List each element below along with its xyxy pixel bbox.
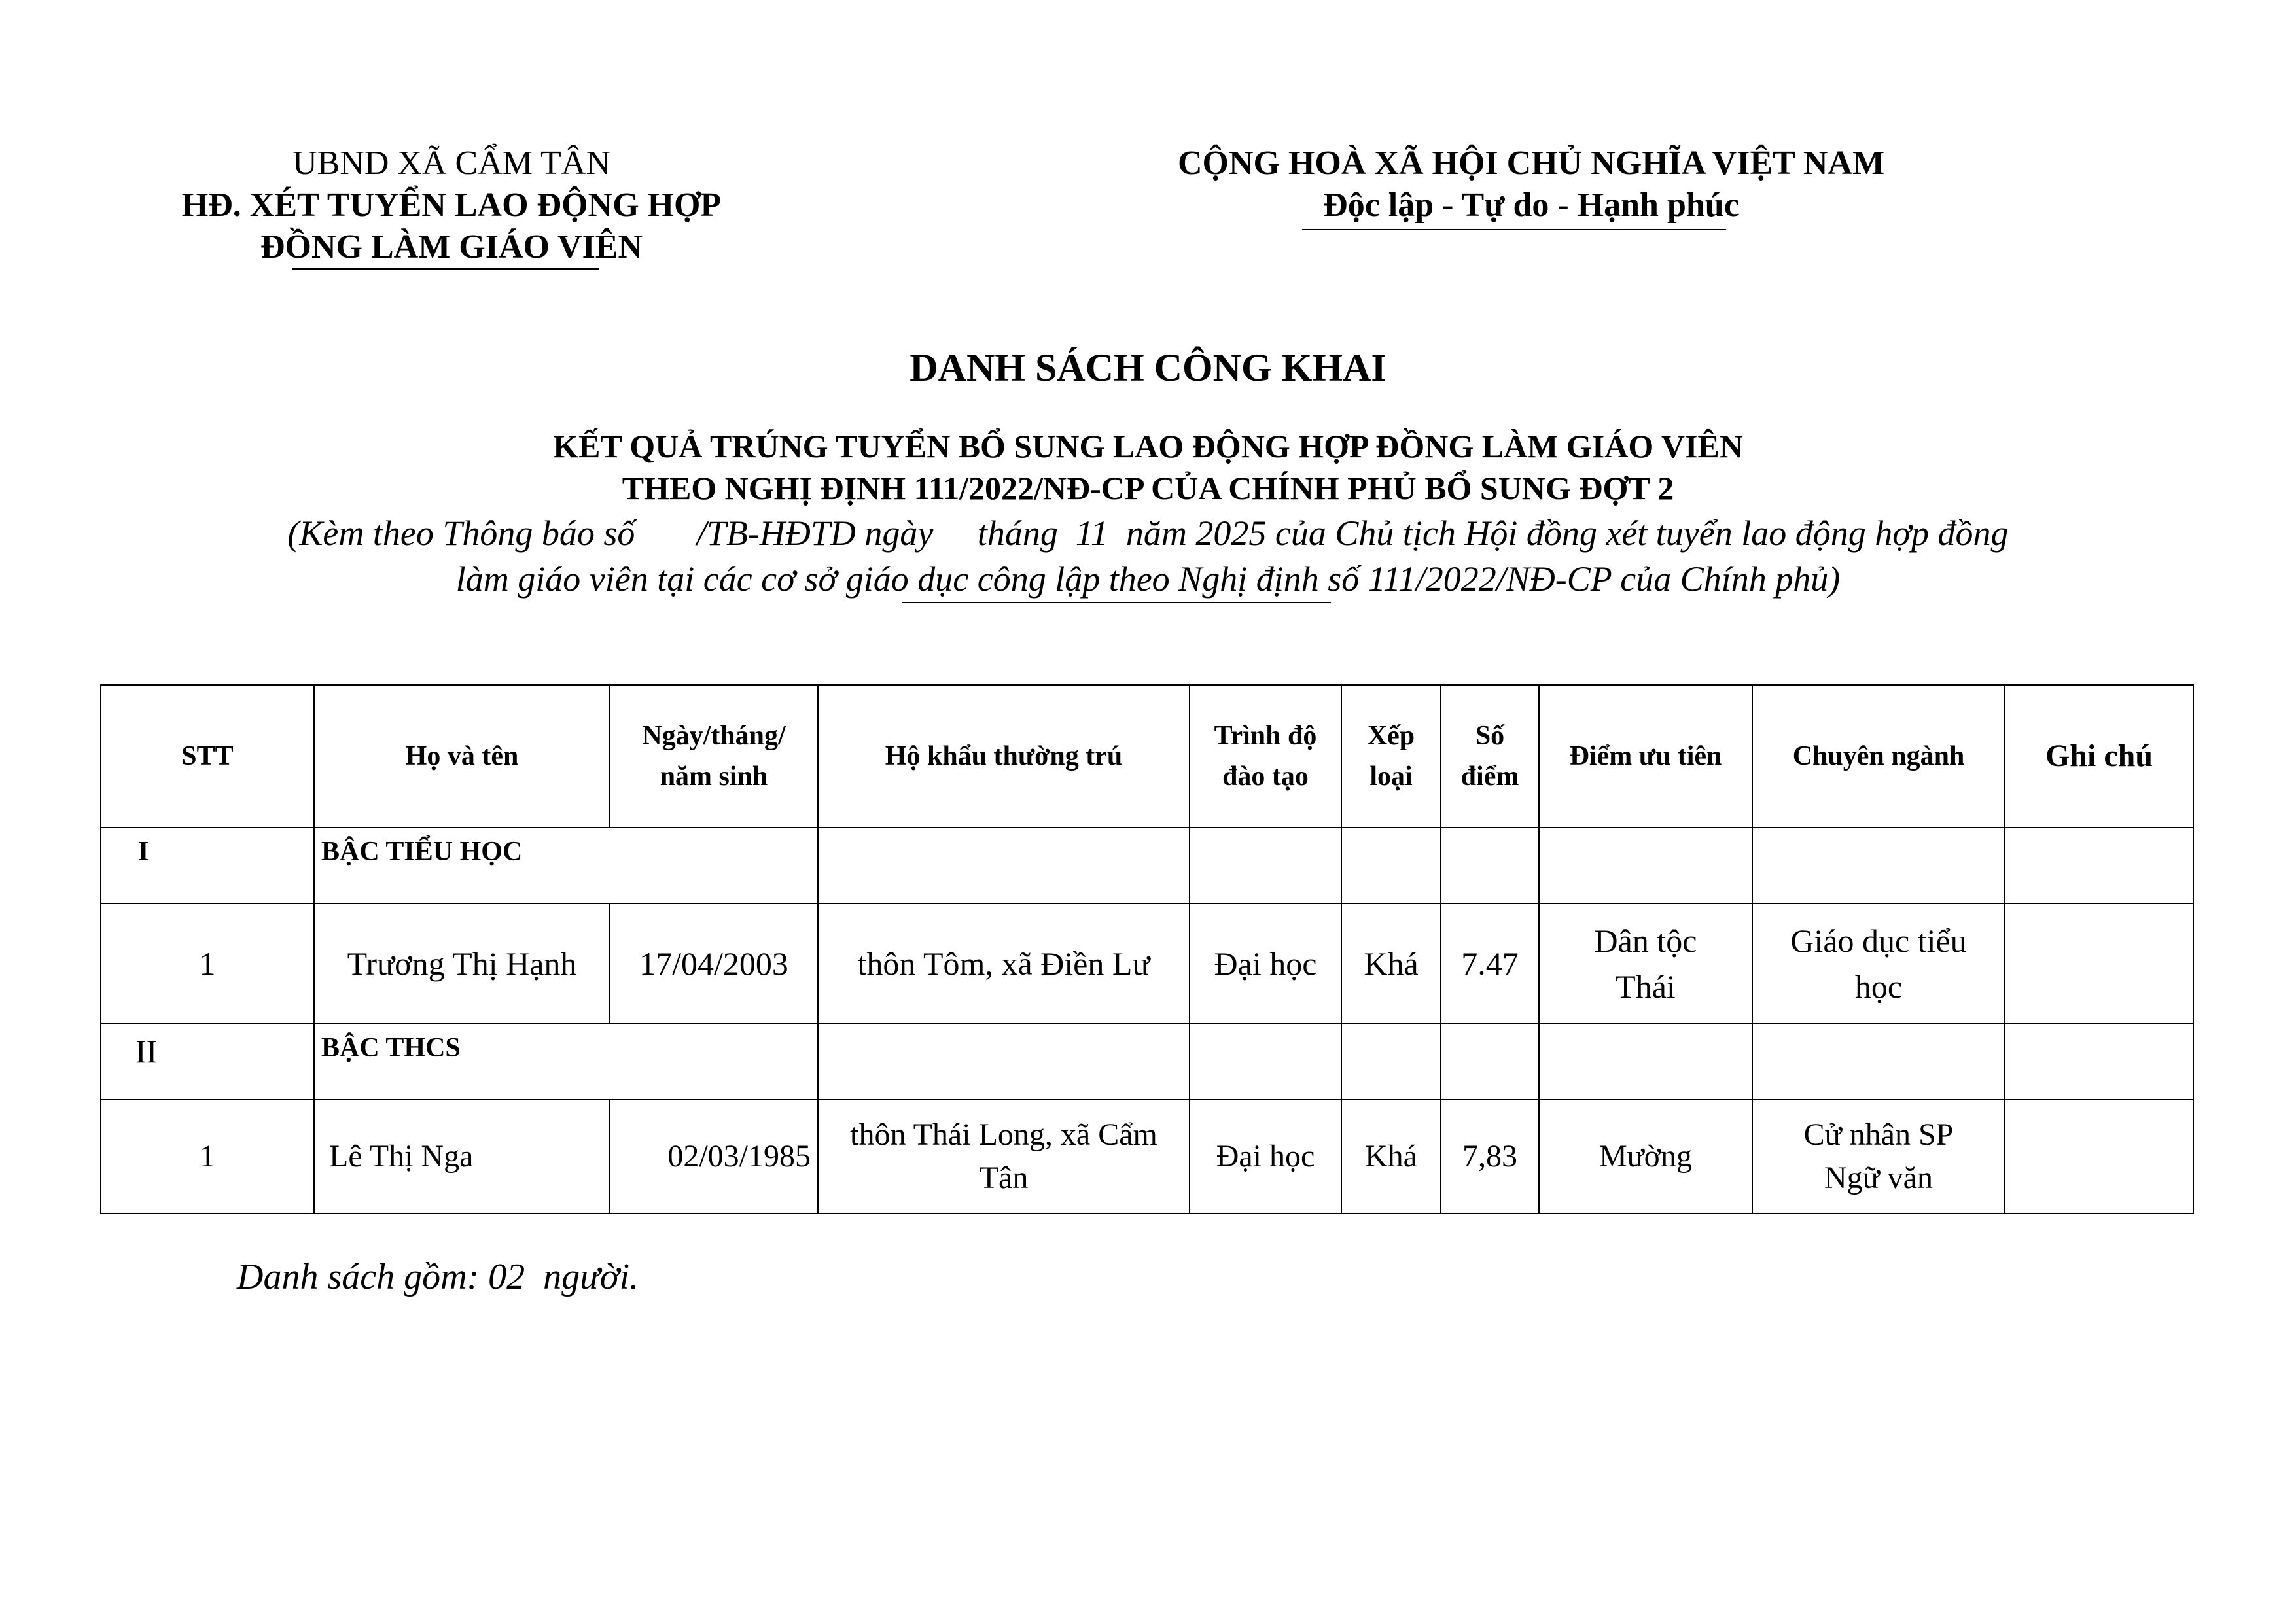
section-row-primary — [101, 828, 2193, 903]
empty-cell — [1539, 1024, 1752, 1100]
header-note: Ghi chú — [2005, 685, 2193, 828]
row-level: Đại học — [1190, 903, 1341, 1024]
header-stt: STT — [101, 685, 314, 828]
header-address: Hộ khẩu thường trú — [818, 685, 1190, 828]
agency-underline — [292, 268, 599, 270]
results-table — [100, 684, 2194, 1214]
row-address-line1: thôn Thái Long, xã Cẩm — [850, 1117, 1157, 1152]
header-major: Chuyên ngành — [1752, 685, 2005, 828]
row-address — [818, 1100, 1190, 1213]
row-priority-line1: Dân tộc — [1594, 922, 1697, 959]
empty-cell — [1341, 828, 1441, 903]
row-major-line2: Ngữ văn — [1824, 1161, 1933, 1195]
section-roman: II — [101, 1024, 314, 1100]
header-dob — [610, 685, 818, 828]
motto: Độc lập - Tự do - Hạnh phúc — [1323, 186, 1739, 224]
issuing-agency-block — [92, 143, 811, 268]
note-underline — [902, 602, 1331, 603]
country-name: CỘNG HOÀ XÃ HỘI CHỦ NGHĨA VIỆT NAM — [1177, 145, 1885, 182]
row-priority-line2: Thái — [1616, 968, 1676, 1005]
row-stt: 1 — [101, 1100, 314, 1213]
header-score-line1: Số — [1475, 721, 1505, 751]
row-priority — [1539, 903, 1752, 1024]
row-score: 7,83 — [1441, 1100, 1539, 1213]
national-motto-block — [1053, 143, 2009, 226]
header-level — [1190, 685, 1341, 828]
header-name: Họ và tên — [314, 685, 610, 828]
header-dob-line1: Ngày/tháng/ — [642, 721, 786, 751]
header-rank-line2: loại — [1369, 761, 1413, 792]
row-major — [1752, 1100, 2005, 1213]
table-header-row — [101, 685, 2193, 828]
empty-cell — [818, 828, 1190, 903]
header-level-line2: đào tạo — [1222, 761, 1309, 792]
empty-cell — [1441, 1024, 1539, 1100]
row-stt: 1 — [101, 903, 314, 1024]
empty-cell — [1539, 828, 1752, 903]
empty-cell — [1190, 1024, 1341, 1100]
empty-cell — [1441, 828, 1539, 903]
section-roman: I — [101, 828, 314, 903]
section-label: BẬC TIỂU HỌC — [314, 828, 818, 903]
motto-underline — [1302, 229, 1726, 230]
council-name-line1: HĐ. XÉT TUYỂN LAO ĐỘNG HỢP — [181, 186, 722, 224]
empty-cell — [1341, 1024, 1441, 1100]
row-major-line1: Giáo dục tiểu — [1790, 922, 1967, 959]
empty-cell — [2005, 1024, 2193, 1100]
row-address-line2: Tân — [979, 1161, 1029, 1195]
row-dob: 17/04/2003 — [610, 903, 818, 1024]
header-score — [1441, 685, 1539, 828]
row-priority: Mường — [1539, 1100, 1752, 1213]
subtitle-line2: THEO NGHỊ ĐỊNH 111/2022/NĐ-CP CỦA CHÍNH PHỦ BỔ SUNG ĐỢT 2 — [622, 470, 1674, 506]
document-subtitle — [0, 425, 2296, 509]
reference-note — [0, 510, 2296, 602]
document-title: DANH SÁCH CÔNG KHAI — [910, 346, 1386, 389]
header-level-line1: Trình độ — [1214, 721, 1317, 751]
list-total: Danh sách gồm: 02 người. — [237, 1257, 639, 1297]
section-label: BẬC THCS — [314, 1024, 818, 1100]
row-name: Lê Thị Nga — [314, 1100, 610, 1213]
row-major-line1: Cử nhân SP — [1803, 1117, 1954, 1152]
row-address: thôn Tôm, xã Điền Lư — [818, 903, 1190, 1024]
section-row-secondary — [101, 1024, 2193, 1100]
row-level: Đại học — [1190, 1100, 1341, 1213]
row-rank: Khá — [1341, 1100, 1441, 1213]
table-row — [101, 1100, 2193, 1213]
note-line1: (Kèm theo Thông báo số /TB-HĐTD ngày tháng 11 năm 2025 của Chủ tịch Hội đồng xét tuyển lao động hợp đồng — [287, 514, 2009, 553]
header-rank — [1341, 685, 1441, 828]
empty-cell — [1190, 828, 1341, 903]
header-priority: Điểm ưu tiên — [1539, 685, 1752, 828]
row-rank: Khá — [1341, 903, 1441, 1024]
council-name-line2: ĐỒNG LÀM GIÁO VIÊN — [260, 228, 643, 266]
subtitle-line1: KẾT QUẢ TRÚNG TUYỂN BỔ SUNG LAO ĐỘNG HỢP ĐỒNG LÀM GIÁO VIÊN — [553, 428, 1743, 464]
note-line2: làm giáo viên tại các cơ sở giáo dục công lập theo Nghị định số 111/2022/NĐ-CP của Chính phủ) — [455, 559, 1841, 599]
empty-cell — [2005, 828, 2193, 903]
row-name: Trương Thị Hạnh — [314, 903, 610, 1024]
row-note — [2005, 903, 2193, 1024]
header-dob-line2: năm sinh — [660, 761, 768, 792]
table-row — [101, 903, 2193, 1024]
row-note — [2005, 1100, 2193, 1213]
empty-cell — [818, 1024, 1190, 1100]
row-score: 7.47 — [1441, 903, 1539, 1024]
header-score-line2: điểm — [1460, 761, 1519, 792]
row-major — [1752, 903, 2005, 1024]
agency-name: UBND XÃ CẨM TÂN — [292, 145, 610, 182]
empty-cell — [1752, 1024, 2005, 1100]
empty-cell — [1752, 828, 2005, 903]
row-dob: 02/03/1985 — [610, 1100, 818, 1213]
row-major-line2: học — [1854, 968, 1903, 1005]
header-rank-line1: Xếp — [1367, 721, 1415, 751]
